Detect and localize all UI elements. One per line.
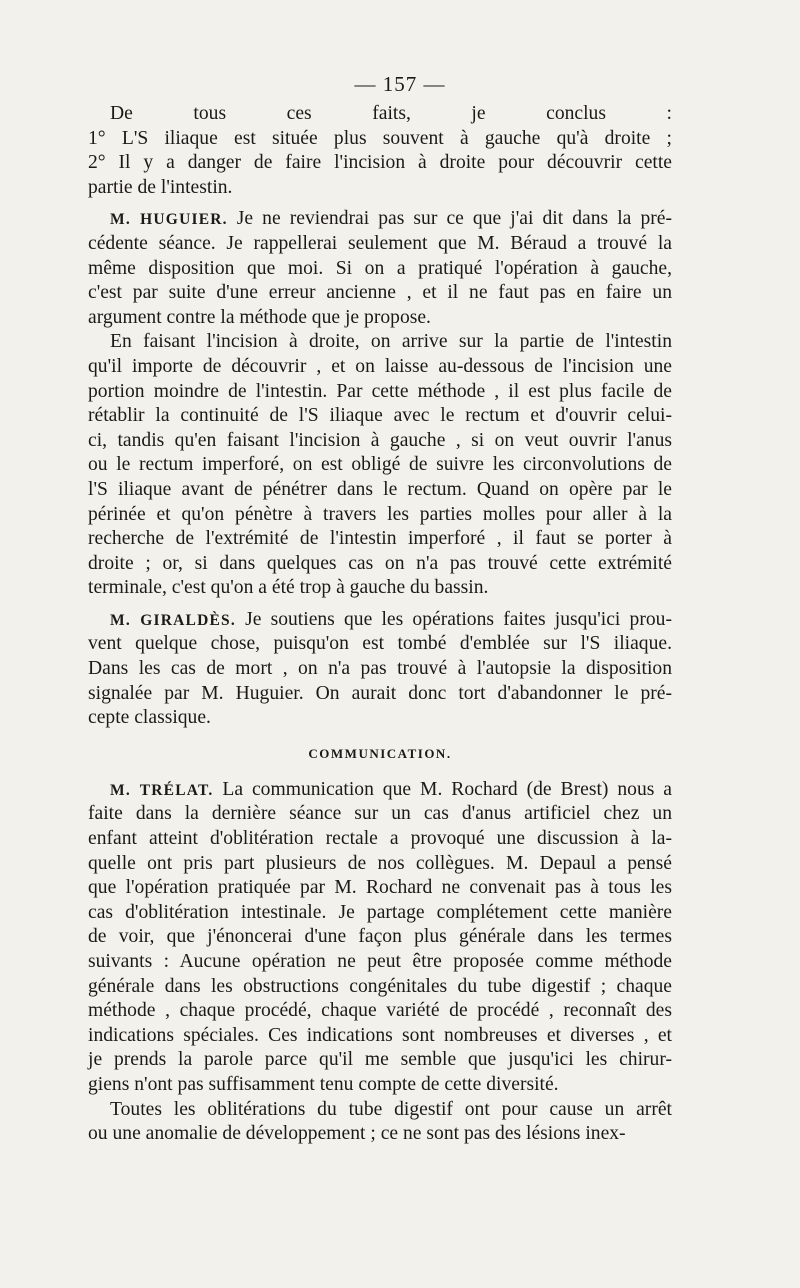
line-text: qu'il importe de découvrir , et on laisse au-dessous de l'incision une — [88, 355, 672, 377]
text-line — [88, 527, 672, 552]
line-text: méthode , chaque procédé, chaque variété de procédé , reconnaît des — [88, 1000, 672, 1022]
line-text: Toutes les oblitérations du tube digestif ont pour cause un arrêt — [110, 1098, 672, 1120]
paragraph-huguier — [88, 207, 672, 330]
text-line — [88, 176, 672, 201]
text-line — [88, 453, 672, 478]
line-text: l'S iliaque avant de pénétrer dans le rectum. Quand on opère par le — [88, 478, 672, 500]
line-text: je prends la parole parce qu'il me semble que jusqu'ici les chirur- — [88, 1049, 672, 1071]
line-text: ou le rectum imperforé, on est obligé de suivre les circonvolutions de — [88, 454, 672, 476]
text-line — [88, 151, 672, 176]
line-text: suivants : Aucune opération ne peut être proposée comme méthode — [88, 951, 672, 972]
text-line — [88, 975, 672, 1000]
text-line — [88, 355, 672, 380]
line-text: La communication que M. Rochard (de Brest) nous a — [213, 778, 672, 800]
paragraph-group — [88, 102, 672, 731]
line-text: terminale, c'est qu'on a été trop à gauche du bassin. — [88, 577, 489, 599]
text-line — [88, 232, 672, 257]
line-text: argument contre la méthode que je propose. — [88, 306, 431, 328]
line-text: giens n'ont pas suffisamment tenu compte de cette diversité. — [88, 1073, 559, 1095]
line-text: vent quelque chose, puisqu'on est tombé d'emblée sur l'S iliaque. — [88, 633, 672, 655]
text-line — [88, 127, 672, 152]
speaker-name: M. HUGUIER. — [110, 211, 228, 229]
line-text: De tous ces faits, je conclus : — [110, 103, 672, 124]
text-line — [88, 706, 672, 731]
line-text: Dans les cas de mort , on n'a pas trouvé à l'autopsie la disposition — [88, 658, 672, 680]
text-line — [88, 1122, 672, 1147]
line-text: enfant atteint d'oblitération rectale a provoqué une discussion à la- — [88, 828, 672, 850]
text-line — [88, 778, 672, 803]
line-text: cas d'oblitération intestinale. Je partage complétement cette manière — [88, 901, 672, 923]
line-text: ou une anomalie de développement ; ce ne sont pas des lésions inex- — [88, 1123, 626, 1145]
text-line — [88, 852, 672, 877]
line-text: cepte classique. — [88, 707, 211, 729]
line-text: quelle ont pris part plusieurs de nos collègues. M. Depaul a pensé — [88, 852, 672, 874]
text-line — [88, 429, 672, 454]
line-text: ci, tandis qu'en faisant l'incision à gauche , si on veut ouvrir l'anus — [88, 429, 672, 451]
text-line — [88, 1098, 672, 1123]
text-line — [88, 257, 672, 282]
line-text: de voir, que j'énoncerai d'une façon plus générale dans les termes — [88, 926, 672, 948]
section-title: COMMUNICATION. — [308, 745, 452, 761]
line-text: portion moindre de l'intestin. Par cette méthode , il est plus facile de — [88, 380, 672, 402]
text-line — [88, 552, 672, 577]
line-text: c'est par suite d'une erreur ancienne , et il ne faut pas en faire un — [88, 282, 672, 304]
text-line — [88, 608, 672, 633]
text-line — [88, 1024, 672, 1049]
text-line — [88, 102, 672, 127]
paragraph-group — [88, 778, 672, 1147]
page-number: — 157 — — [354, 72, 446, 96]
text-line — [88, 404, 672, 429]
text-line — [88, 306, 672, 331]
text-line — [88, 1048, 672, 1073]
paragraph-conclusion — [88, 102, 672, 200]
text-line — [88, 478, 672, 503]
line-text: faite dans la dernière séance sur un cas d'anus artificiel chez un — [88, 803, 672, 825]
line-text: 1° L'S iliaque est située plus souvent à gauche qu'à droite ; — [88, 127, 672, 149]
text-line — [88, 632, 672, 657]
text-line — [88, 950, 672, 975]
paragraph-trelat — [88, 778, 672, 1098]
text-line — [88, 802, 672, 827]
text-line — [88, 380, 672, 405]
line-text: recherche de l'extrémité de l'intestin imperforé , il faut se porter à — [88, 528, 672, 550]
line-text: En faisant l'incision à droite, on arrive sur la partie de l'intestin — [110, 331, 672, 353]
line-text: périnée et qu'on pénètre à travers les parties molles pour aller à la — [88, 503, 672, 525]
text-line — [88, 925, 672, 950]
text-line — [88, 657, 672, 682]
text-line — [88, 901, 672, 926]
text-line — [88, 281, 672, 306]
line-text: rétablir la continuité de l'S iliaque avec le rectum et d'ouvrir celui- — [88, 405, 672, 427]
paragraph-trelat-2 — [88, 1098, 672, 1147]
text-line — [88, 207, 672, 232]
line-text: Je soutiens que les opérations faites jusqu'ici prou- — [235, 608, 672, 630]
line-text: cédente séance. Je rappellerai seulement que M. Béraud a trouvé la — [88, 232, 672, 254]
speaker-name: M. GIRALDÈS. — [110, 611, 236, 629]
text-line — [88, 827, 672, 852]
line-text: droite ; or, si dans quelques cas on n'a pas trouvé cette extrémité — [88, 552, 672, 574]
line-text: partie de l'intestin. — [88, 176, 233, 198]
paragraph-huguier-2 — [88, 330, 672, 601]
text-line — [88, 1073, 672, 1098]
body-text — [88, 102, 672, 1147]
text-line — [88, 876, 672, 901]
text-line — [88, 682, 672, 707]
text-line — [88, 503, 672, 528]
line-text: même disposition que moi. Si on a pratiqué l'opération à gauche, — [88, 257, 672, 279]
line-text: générale dans les obstructions congénitales du tube digestif ; chaque — [88, 975, 672, 997]
text-line — [88, 330, 672, 355]
line-text: signalée par M. Huguier. On aurait donc tort d'abandonner le pré- — [88, 682, 672, 704]
speaker-name: M. TRÉLAT. — [110, 781, 214, 799]
text-line — [88, 576, 672, 601]
line-text: indications spéciales. Ces indications sont nombreuses et diverses , et — [88, 1024, 672, 1046]
line-text: que l'opération pratiquée par M. Rochard ne convenait pas à tous les — [88, 877, 672, 899]
paragraph-giraldes — [88, 608, 672, 731]
text-line — [88, 999, 672, 1024]
line-text: 2° Il y a danger de faire l'incision à droite pour découvrir cette — [88, 152, 672, 174]
line-text: Je ne reviendrai pas sur ce que j'ai dit dans la pré- — [227, 208, 672, 230]
